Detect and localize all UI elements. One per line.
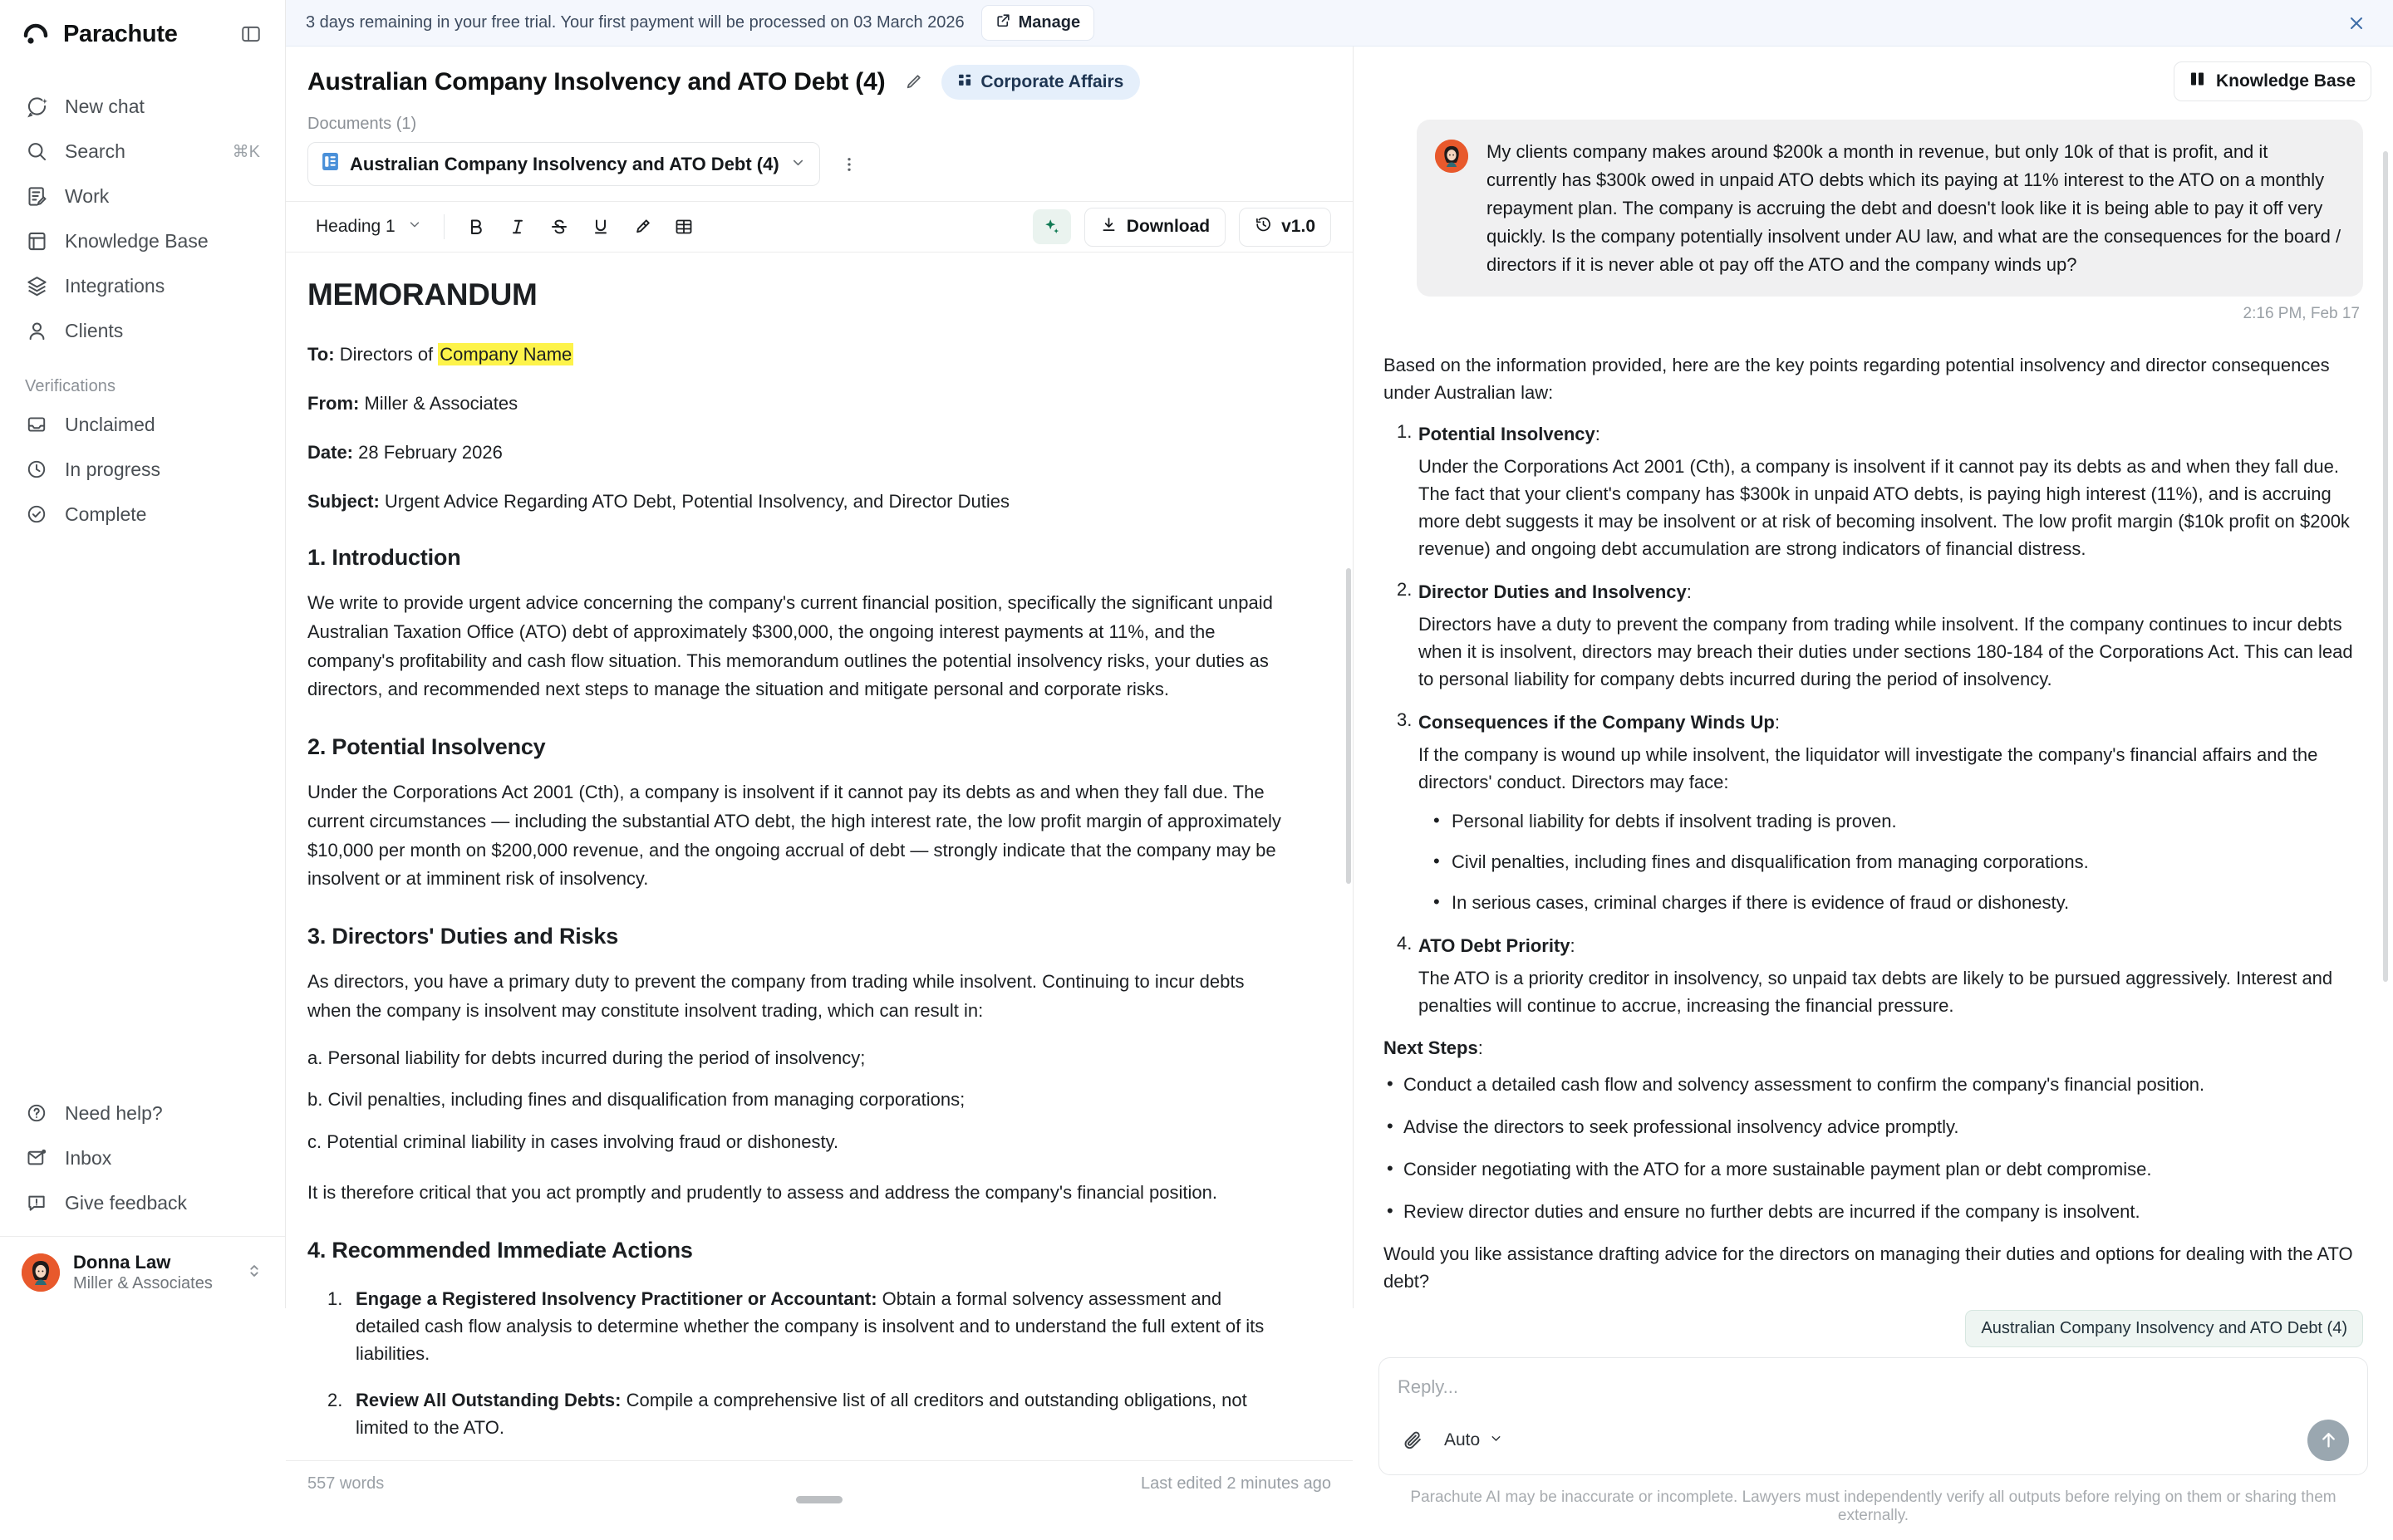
list-item: • Personal liability for debts if insolvent trading is proven. [1430,807,2363,835]
bold-button[interactable] [458,208,494,245]
document-section-2-body: Under the Corporations Act 2001 (Cth), a company is insolvent if it cannot pay its debts as and when they fall due. The current circumstances — including the substantial ATO debt, the high interest rate, the low profit margin of approximately $10,000 per month on $200,000 revenue, and the ongoing accrual of debt — strongly indicate that the company may be insolvent or at imminent risk of insolvency. [307,782,1281,890]
reply-input[interactable]: Reply... [1398,1376,1458,1397]
highlight-button[interactable] [624,208,661,245]
external-link-icon [995,12,1011,33]
grid-dots-icon [958,72,972,92]
work-icon [25,184,48,208]
list-item: • Civil penalties, including fines and disqualification from managing corporations. [1430,848,2363,875]
edit-pencil-icon[interactable] [903,72,923,92]
sidebar-item-inbox[interactable] [13,1136,272,1180]
chat-vertical-scrollbar[interactable] [2383,151,2388,982]
composer-tools [1398,1420,2349,1461]
document-section-4-title: 4. Recommended Immediate Actions [307,1237,693,1263]
search-icon [25,140,48,163]
list-item: • Review director duties and ensure no further debts are incurred if the company is insolvent. [1383,1198,2363,1225]
document-from-line [307,390,1288,417]
chat-header [1354,47,2393,101]
last-edited: Last edited 2 minutes ago [1140,1474,1331,1493]
list-item: • In serious cases, criminal charges if there is evidence of fraud or dishonesty. [1430,889,2363,916]
list-item: • Advise the directors to seek professional insolvency advice promptly. [1383,1113,2363,1140]
composer-wrapper [1354,1347,2393,1540]
trial-banner [286,0,2393,47]
sidebar-item-knowledge-base[interactable] [13,219,272,262]
reply-composer[interactable] [1378,1357,2368,1475]
term-text: Consequences if the Company Winds Up [1418,712,1775,733]
assistant-sub-list [1418,807,2363,916]
sidebar-item-label: Work [65,184,110,207]
term-text: ATO Debt Priority [1418,935,1570,957]
chevron-updown-icon[interactable] [245,1262,263,1284]
sidebar-item-need-help[interactable] [13,1091,272,1135]
list-item [1383,933,2363,1019]
next-steps-label: Next Steps [1383,1037,1478,1058]
inbox-icon [25,413,48,436]
chat-scroll-area[interactable] [1354,101,2393,1347]
document-section-1-title: 1. Introduction [307,545,461,570]
sidebar-item-integrations[interactable] [13,264,272,307]
table-button[interactable] [666,208,702,245]
assistant-item-term: Consequences if the Company Winds Up: [1418,712,1780,733]
list-item: b. Civil penalties, including fines and disqualification from managing corporations; [307,1089,966,1111]
primary-nav [0,65,285,352]
sidebar-spacer [0,536,285,1091]
document-section-3-closing: It is therefore critical that you act promptly and prudently to assess and address the company's financial position. [307,1181,1217,1203]
knowledge-base-icon [25,229,48,253]
profile-text [73,1252,213,1293]
assistant-item-definition: If the company is wound up while insolvent, the liquidator will investigate the company's financial affairs and the directors' conduct. Directors may face: [1418,744,2318,793]
send-button[interactable] [2307,1420,2349,1461]
list-item: c. Potential criminal liability in cases involving fraud or dishonesty. [307,1131,839,1152]
list-item [307,1386,1288,1442]
sidebar-item-label: Unclaimed [65,413,155,435]
verifications-section-title: Verifications [25,377,116,395]
list-item [307,1285,1288,1368]
document-section-3-body: As directors, you have a primary duty to prevent the company from trading while insolvent. Continuing to incur debts when the company is insolvent may constitute insolvent trading, which can result in: [307,971,1245,1021]
subject-value: Urgent Advice Regarding ATO Debt, Potential Insolvency, and Director Duties [384,491,1010,512]
action-body: Compile a comprehensive list of all creditors and outstanding obligations, not limited to the ATO. [356,1389,1247,1439]
next-steps-list [1383,1071,2363,1225]
term-text: Potential Insolvency [1418,424,1595,445]
knowledge-base-label: Knowledge Base [2215,71,2356,91]
assistant-item-definition: The ATO is a priority creditor in insolvency, so unpaid tax debts are likely to be pursued aggressively. Interest and penalties will continue to accrue, increasing the financial pressure. [1418,967,2333,1016]
list-item [1383,421,2363,562]
list-item [1383,709,2363,916]
sidebar [0,0,286,1308]
company-name-highlight: Company Name [440,344,572,365]
trial-banner-text: 3 days remaining in your free trial. Your first payment will be processed on 03 March 2026 [306,13,965,32]
manage-subscription-button[interactable] [981,5,1094,41]
document-heading-memorandum: MEMORANDUM [307,277,538,311]
heading-style-value: Heading 1 [316,217,396,236]
document-footer [286,1460,1353,1507]
action-title: Engage a Registered Insolvency Practitioner or Accountant: [356,1287,877,1309]
list-item: a. Personal liability for debts incurred during the period of insolvency; [307,1047,866,1068]
avatar [1435,140,1468,173]
documents-chip-row [307,142,1331,186]
user-message-text: My clients company makes around $200k a month in revenue, but only 10k of that is profit, and it currently has $300k owed in unpaid ATO debts which its paying at 11% interest to the ATO on a monthly repayment plan. The company is accruing the debt and doesn't look like it is being able to pay it off very quickly. Is the company potentially insolvent under AU law, and what are the consequences for the board / directors if it is never able ot pay off the ATO and the company winds up? [1486,141,2341,275]
main-area [286,0,2393,1524]
action-body: Obtain a formal solvency assessment and detailed cash flow analysis to determine whether the company is insolvent and to understand the full extent of its liabilities. [356,1287,1265,1365]
sidebar-item-work[interactable] [13,174,272,218]
feedback-icon [25,1191,48,1214]
sidebar-item-in-progress[interactable] [13,448,272,491]
new-chat-icon [25,95,48,118]
sidebar-item-new-chat[interactable] [13,85,272,128]
sidebar-item-label: Clients [65,319,124,341]
sidebar-item-label: Integrations [65,274,165,297]
document-subject-line [307,488,1288,515]
download-icon [1100,216,1118,238]
model-select[interactable] [1444,1430,1503,1450]
brand [0,0,285,65]
document-selector-label: Australian Company Insolvency and ATO Debt (4) [350,153,779,174]
assistant-intro: Based on the information provided, here are the key points regarding potential insolvency and director consequences under Australian law: [1383,355,2330,404]
subject-label: Subject: [307,491,380,512]
sidebar-item-label: Complete [65,503,147,525]
underline-button[interactable] [582,208,619,245]
sidebar-item-label: Give feedback [65,1191,188,1214]
document-selector[interactable] [307,142,820,186]
search-shortcut: ⌘K [232,142,260,161]
assistant-item-term: ATO Debt Priority: [1418,935,1575,957]
assistant-closing: Would you like assistance drafting advice for the directors on managing their duties and options for dealing with the ATO debt? [1383,1243,2353,1292]
chevron-down-icon [1489,1430,1503,1450]
sidebar-item-give-feedback[interactable] [13,1181,272,1224]
close-icon[interactable] [2340,7,2373,40]
panel-collapse-icon[interactable] [238,22,263,47]
document-file-icon [322,152,339,176]
profile-switcher[interactable] [0,1236,285,1308]
clock-icon [25,458,48,481]
status-badge[interactable] [941,65,1140,100]
profile-org: Miller & Associates [73,1274,213,1292]
check-circle-icon [25,503,48,526]
document-pane [286,47,1354,1493]
model-label: Auto [1444,1430,1481,1449]
clients-icon [25,319,48,342]
assistant-message [1383,351,2363,1295]
sidebar-item-label: Inbox [65,1146,112,1169]
chat-pane [1354,47,2393,1524]
heading-style-select[interactable] [307,211,430,243]
date-label: Date: [307,442,354,463]
sidebar-item-clients[interactable] [13,309,272,352]
chevron-down-icon [790,154,806,175]
list-item: • Consider negotiating with the ATO for a more sustainable payment plan or debt compromise. [1383,1155,2363,1183]
document-section-1-body: We write to provide urgent advice concerning the company's current financial position, specifically the significant unpaid Australian Taxation Office (ATO) debt of approximately $300,000, the ongoing interest payments at 11%, and the company's profitability and cash flow situation. This memorandum outlines the potential insolvency risks, your duties as directors, and recommended next steps to manage the situation and mitigate personal and corporate risks. [307,592,1273,700]
status-badge-label: Corporate Affairs [980,72,1124,91]
user-message [1417,120,2363,297]
list-item: • Conduct a detailed cash flow and solvency assessment to confirm the company's financial position. [1383,1071,2363,1098]
documents-subheader [286,115,1353,186]
document-body[interactable] [307,277,1288,1442]
help-circle-icon [25,1101,48,1125]
list-item [1383,579,2363,693]
chevron-down-icon [407,217,422,237]
assistant-numbered-list [1383,421,2363,1019]
word-count: 557 words [307,1474,385,1493]
italic-button[interactable] [499,208,536,245]
download-button[interactable] [1084,208,1226,247]
from-label: From: [307,393,360,414]
document-vertical-scrollbar[interactable] [1346,568,1351,884]
document-date-line [307,439,1288,466]
page-title: Australian Company Insolvency and ATO Debt (4) [307,68,886,96]
attachment-icon[interactable] [1398,1425,1427,1455]
assistant-item-term: Potential Insolvency: [1418,424,1600,445]
date-value: 28 February 2026 [358,442,503,463]
sidebar-item-label: Search [65,140,125,162]
document-horizontal-scrollbar[interactable] [796,1496,843,1503]
term-text: Director Duties and Insolvency [1418,581,1687,603]
download-label: Download [1126,217,1211,236]
version-history-button[interactable] [1239,208,1331,247]
ai-disclaimer: Parachute AI may be inaccurate or incomplete. Lawyers must independently verify all outputs before relying on them or sharing them externally. [1410,1488,2336,1524]
documents-count-label: Documents (1) [307,115,417,133]
sidebar-item-label: New chat [65,95,145,117]
document-reference-chip[interactable]: Australian Company Insolvency and ATO Debt (4) [1965,1310,2363,1347]
strikethrough-button[interactable] [541,208,577,245]
sidebar-item-label: Need help? [65,1101,163,1124]
assistant-item-term: Director Duties and Insolvency: [1418,581,1692,603]
assistant-item-definition: Directors have a duty to prevent the company from trading while insolvent. If the company continues to incur debts when it is insolvent, directors may breach their duties under sections 180-184 of the Corporations Act. This can lead to personal liability for company debts incurred during the period of insolvency. [1418,614,2353,690]
to-label: To: [307,344,335,365]
action-title: Review All Outstanding Debts: [356,1389,622,1410]
sidebar-item-complete[interactable] [13,493,272,536]
document-section-3-title: 3. Directors' Duties and Risks [307,924,619,949]
next-steps-title: Next Steps: [1383,1037,1483,1058]
verifications-nav [0,403,285,536]
sidebar-item-label: In progress [65,458,161,480]
knowledge-base-button[interactable] [2174,61,2371,101]
recommended-actions-list [307,1285,1288,1442]
document-header [286,47,1353,115]
mail-badge-icon [25,1146,48,1170]
integrations-icon [25,274,48,297]
sidebar-item-search[interactable] [13,130,272,173]
history-icon [1255,216,1272,238]
content-row [286,47,2393,1524]
document-to-line [307,341,1288,368]
version-label: v1.0 [1281,217,1315,236]
knowledge-base-icon [2189,71,2206,92]
avatar [22,1253,60,1292]
parachute-logo-icon [22,20,50,48]
manage-label: Manage [1018,13,1081,32]
sidebar-utility-nav [0,1091,285,1224]
message-timestamp: 2:16 PM, Feb 17 [2243,305,2360,323]
document-more-options-icon[interactable] [832,150,867,179]
to-value: Directors of [339,344,439,365]
document-reference-row [1383,1310,2363,1347]
profile-name: Donna Law [73,1252,171,1273]
brand-name: Parachute [63,20,178,47]
document-section-2-title: 2. Potential Insolvency [307,734,546,759]
sidebar-item-unclaimed[interactable] [13,403,272,446]
assistant-item-definition: Under the Corporations Act 2001 (Cth), a company is insolvent if it cannot pay its debts as and when they fall due. The fact that your client's company has $300k in unpaid ATO debts, is paying high interest (11%), and is accruing more debt suggests it may be insolvent or at risk of becoming insolvent. The low profit margin ($10k profit on $200k revenue) and ongoing debt accumulation are strong indicators of financial distress. [1418,456,2350,560]
from-value: Miller & Associates [364,393,518,414]
document-scroll-area[interactable] [286,253,1353,1460]
ai-assist-button[interactable] [1033,209,1071,244]
toolbar-divider [444,214,445,239]
sidebar-item-label: Knowledge Base [65,229,209,252]
editor-toolbar [286,201,1353,253]
